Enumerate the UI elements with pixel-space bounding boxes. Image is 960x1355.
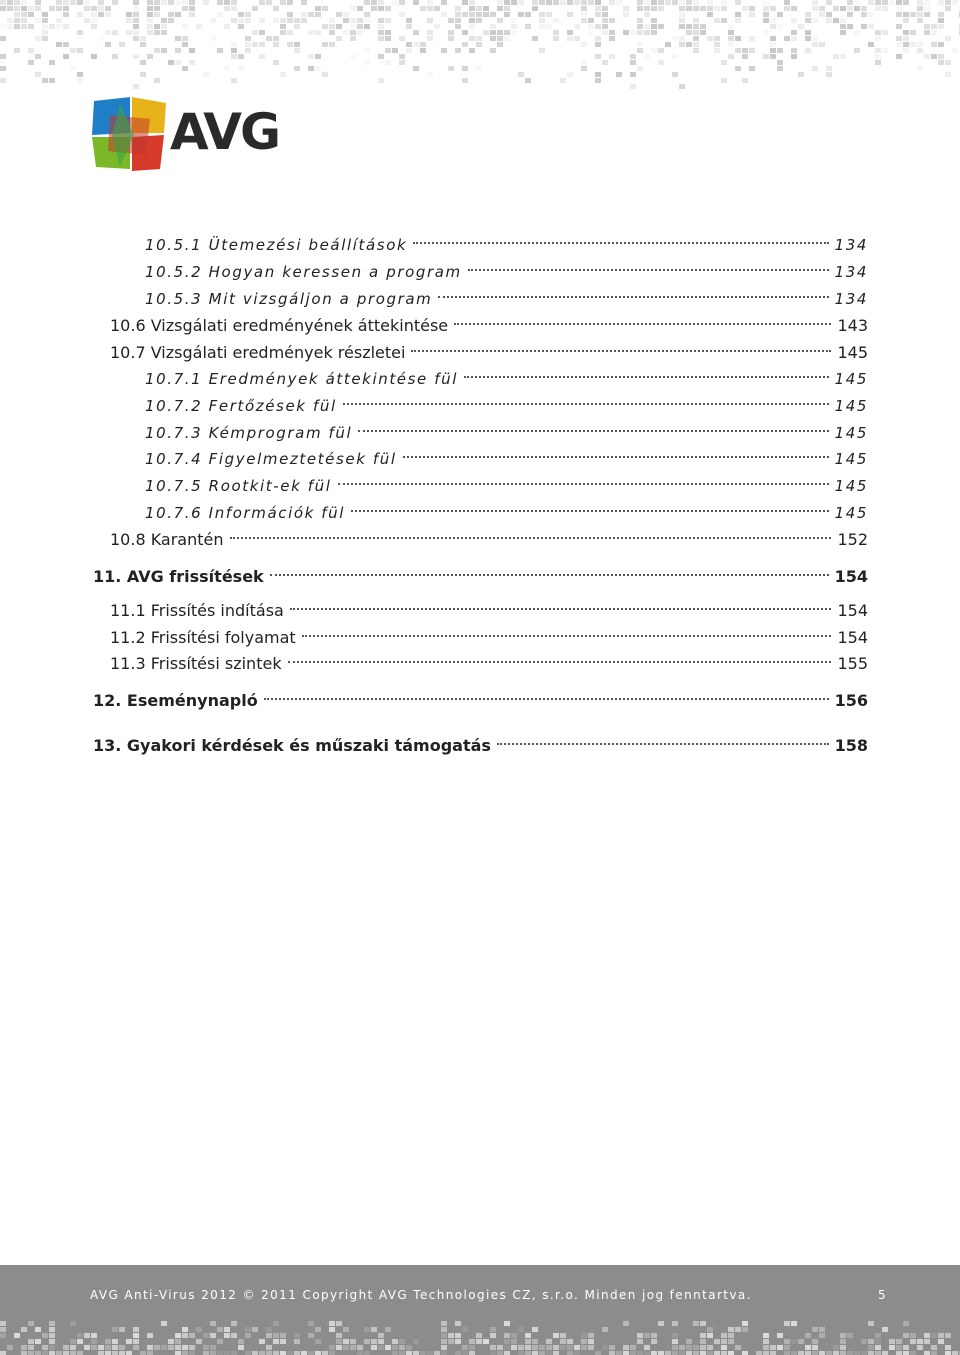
toc-entry-label: 12. Eseménynapló — [93, 691, 258, 710]
toc-entry-page: 154 — [837, 601, 868, 620]
avg-logo-text: AVG — [170, 103, 280, 161]
toc-entry-label: 10.6 Vizsgálati eredményének áttekintése — [110, 316, 449, 335]
toc-leader-dots — [351, 510, 829, 512]
toc-entry[interactable] — [110, 316, 868, 335]
toc-entry[interactable] — [145, 236, 868, 254]
toc-entry-page: 134 — [834, 236, 868, 254]
toc-entry-label: 11.2 Frissítési folyamat — [110, 628, 296, 647]
toc-leader-dots — [290, 608, 832, 610]
toc-leader-dots — [264, 698, 829, 700]
toc-leader-dots — [302, 635, 832, 637]
toc-entry-page: 145 — [834, 424, 868, 442]
header-pattern — [0, 0, 960, 95]
toc-entry-label: 10.7.6 Információk fül — [145, 504, 346, 522]
toc-entry-page: 156 — [834, 691, 868, 710]
toc-leader-dots — [358, 430, 828, 432]
toc-entry[interactable] — [93, 736, 868, 755]
footer — [0, 1265, 960, 1355]
toc-entry[interactable] — [145, 477, 868, 495]
toc-leader-dots — [464, 376, 829, 378]
page-number: 5 — [878, 1288, 886, 1302]
toc-leader-dots — [438, 296, 828, 298]
toc-entry-page: 152 — [837, 530, 868, 549]
toc-entry-label: 11.1 Frissítés indítása — [110, 601, 284, 620]
toc-leader-dots — [403, 456, 829, 458]
toc-entry[interactable] — [145, 290, 868, 308]
toc-leader-dots — [497, 743, 829, 745]
toc-entry[interactable] — [93, 691, 868, 710]
toc-entry-page: 145 — [834, 370, 868, 388]
toc-entry-label: 10.7.1 Eredmények áttekintése fül — [145, 370, 458, 388]
toc-entry-page: 154 — [834, 567, 868, 586]
toc-entry-page: 145 — [834, 477, 868, 495]
toc-entry-page: 143 — [837, 316, 868, 335]
toc-entry-label: 10.7.2 Fertőzések fül — [145, 397, 337, 415]
toc-entry-label: 11.3 Frissítési szintek — [110, 654, 282, 673]
toc-entry-label: 11. AVG frissítések — [93, 567, 264, 586]
toc-entry-label: 10.8 Karantén — [110, 530, 224, 549]
toc-leader-dots — [230, 537, 832, 539]
toc-entry[interactable] — [93, 567, 868, 586]
toc-entry-label: 10.5.2 Hogyan keressen a program — [145, 263, 462, 281]
footer-pattern — [0, 1265, 960, 1355]
toc-entry[interactable] — [145, 397, 868, 415]
toc-leader-dots — [343, 403, 829, 405]
toc-entry-label: 10.7.5 Rootkit-ek fül — [145, 477, 332, 495]
toc-entry[interactable] — [145, 424, 868, 442]
toc-entry-page: 158 — [834, 736, 868, 755]
toc-entry-label: 10.5.1 Ütemezési beállítások — [145, 236, 408, 254]
toc-entry-page: 134 — [834, 263, 868, 281]
toc-entry-page: 145 — [834, 450, 868, 468]
toc-leader-dots — [411, 350, 831, 352]
toc-entry-page: 134 — [834, 290, 868, 308]
toc-entry-page: 145 — [834, 397, 868, 415]
toc-entry[interactable] — [145, 450, 868, 468]
toc-entry-page: 145 — [834, 504, 868, 522]
avg-logo-icon — [90, 95, 170, 175]
toc-entry[interactable] — [110, 628, 868, 647]
toc-entry-label: 10.7 Vizsgálati eredmények részletei — [110, 343, 406, 362]
toc-entry[interactable] — [110, 601, 868, 620]
toc-entry-page: 154 — [837, 628, 868, 647]
toc-leader-dots — [288, 661, 832, 663]
toc-leader-dots — [338, 483, 829, 485]
toc-entry[interactable] — [145, 504, 868, 522]
toc-entry[interactable] — [110, 654, 868, 673]
toc-entry-label: 10.5.3 Mit vizsgáljon a program — [145, 290, 433, 308]
toc-leader-dots — [454, 323, 831, 325]
toc-leader-dots — [270, 574, 829, 576]
toc-entry[interactable] — [110, 343, 868, 362]
toc-leader-dots — [468, 269, 829, 271]
toc-entry[interactable] — [110, 530, 868, 549]
toc-entry-page: 155 — [837, 654, 868, 673]
toc-entry-label: 13. Gyakori kérdések és műszaki támogatás — [93, 736, 491, 755]
toc-leader-dots — [413, 242, 828, 244]
toc-entry[interactable] — [145, 370, 868, 388]
toc-entry-label: 10.7.4 Figyelmeztetések fül — [145, 450, 397, 468]
toc-entry-page: 145 — [837, 343, 868, 362]
toc-entry[interactable] — [145, 263, 868, 281]
footer-copyright: AVG Anti-Virus 2012 © 2011 Copyright AVG Technologies CZ, s.r.o. Minden jog fenntartva. — [90, 1288, 752, 1302]
toc-entry-label: 10.7.3 Kémprogram fül — [145, 424, 353, 442]
